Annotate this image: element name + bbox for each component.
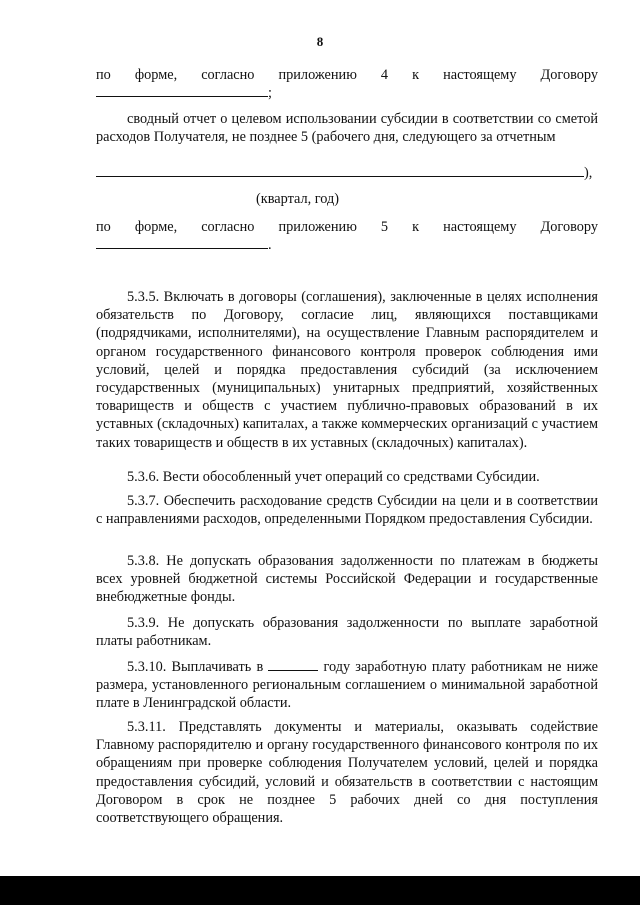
- word: к: [412, 219, 420, 235]
- clause-5-3-6: 5.3.6. Вести обособленный учет операций со средствами Субсидии.: [127, 469, 540, 485]
- period-caption: (квартал, год): [256, 191, 340, 207]
- word: 4: [380, 67, 389, 83]
- clause-5-3-8: 5.3.8. Не допускать образования задолженности по платежам в бюджеты всех уровней бюджетной системы Российской Федерации и государственные внебюджетные фонды.: [96, 553, 598, 606]
- period: .: [268, 237, 272, 253]
- year-blank: [268, 658, 318, 671]
- fill-in-blank: [96, 236, 268, 249]
- word: форме,: [134, 67, 178, 83]
- word: к: [412, 67, 420, 83]
- word: согласно: [201, 219, 255, 235]
- word: согласно: [201, 67, 255, 83]
- semicolon: ;: [268, 85, 272, 101]
- clause-5-3-9: 5.3.9. Не допускать образования задолженности по выплате заработной платы работникам.: [96, 615, 598, 650]
- clause-5-3-7: 5.3.7. Обеспечить расходование средств Субсидии на цели и в соответствии с направлениями расходов, определенными Порядком предоставления Субсидии.: [96, 493, 598, 528]
- fill-in-blank: [96, 84, 268, 97]
- form5-blank-line: [96, 236, 598, 254]
- clause-text: 5.3.10. Выплачивать в: [127, 659, 269, 675]
- report-paragraph: сводный отчет о целевом использовании субсидии в соответствии со сметой расходов Получателя, не позднее 5 (рабочего дня, следующего за отчетным: [96, 111, 598, 146]
- closing-paren: ),: [584, 165, 593, 181]
- form5-line: [96, 218, 598, 236]
- fill-in-blank: [96, 164, 584, 177]
- clause-5-3-5: 5.3.5. Включать в договоры (соглашения), заключенные в целях исполнения обязательств по Договору, согласие лиц, являющихся поставщиками (подрядчиками, исполнителями), на осуществление Главным распорядителем и органом государственного финансового контроля проверок соблюдения ими условий, целей и порядка предоставления субсидий (за исключением государственных (муниципальных) унитарных предприятий, хозяйственных товариществ и обществ с участием публично-правовых образований в их уставных (складочных) капиталах, а также коммерческих организаций с участием таких товариществ и обществ в их уставных (складочных) капиталах).: [96, 289, 598, 451]
- word: приложению: [278, 67, 357, 83]
- word: настоящему: [443, 219, 517, 235]
- report-blank-line: [96, 164, 598, 182]
- word: 5: [380, 219, 389, 235]
- word: приложению: [278, 219, 357, 235]
- word: настоящему: [443, 67, 517, 83]
- page-number: 8: [316, 34, 324, 49]
- word: по: [96, 219, 111, 235]
- form4-line: [96, 66, 598, 84]
- clause-5-3-11: 5.3.11. Представлять документы и материалы, оказывать содействие Главному распорядителю и органу государственного финансового контроля по их обращениям при проверке соблюдения Получателем условий, целей и порядка предоставления субсидий, условий и обязательств в соответствии с настоящим Договором в срок не позднее 5 рабочих дней со дня поступления соответствующего обращения.: [96, 719, 598, 827]
- word: по: [96, 67, 111, 83]
- word: Договору: [540, 67, 598, 83]
- word: Договору: [540, 219, 598, 235]
- form4-blank-line: [96, 84, 598, 102]
- word: форме,: [134, 219, 178, 235]
- scan-edge-bar: [0, 876, 640, 905]
- clause-5-3-10: [96, 658, 598, 713]
- clause-text: году заработную плату работникам не ниже размера, установленного региональным соглашением о минимальной заработной плате в Ленинградской области.: [96, 659, 599, 712]
